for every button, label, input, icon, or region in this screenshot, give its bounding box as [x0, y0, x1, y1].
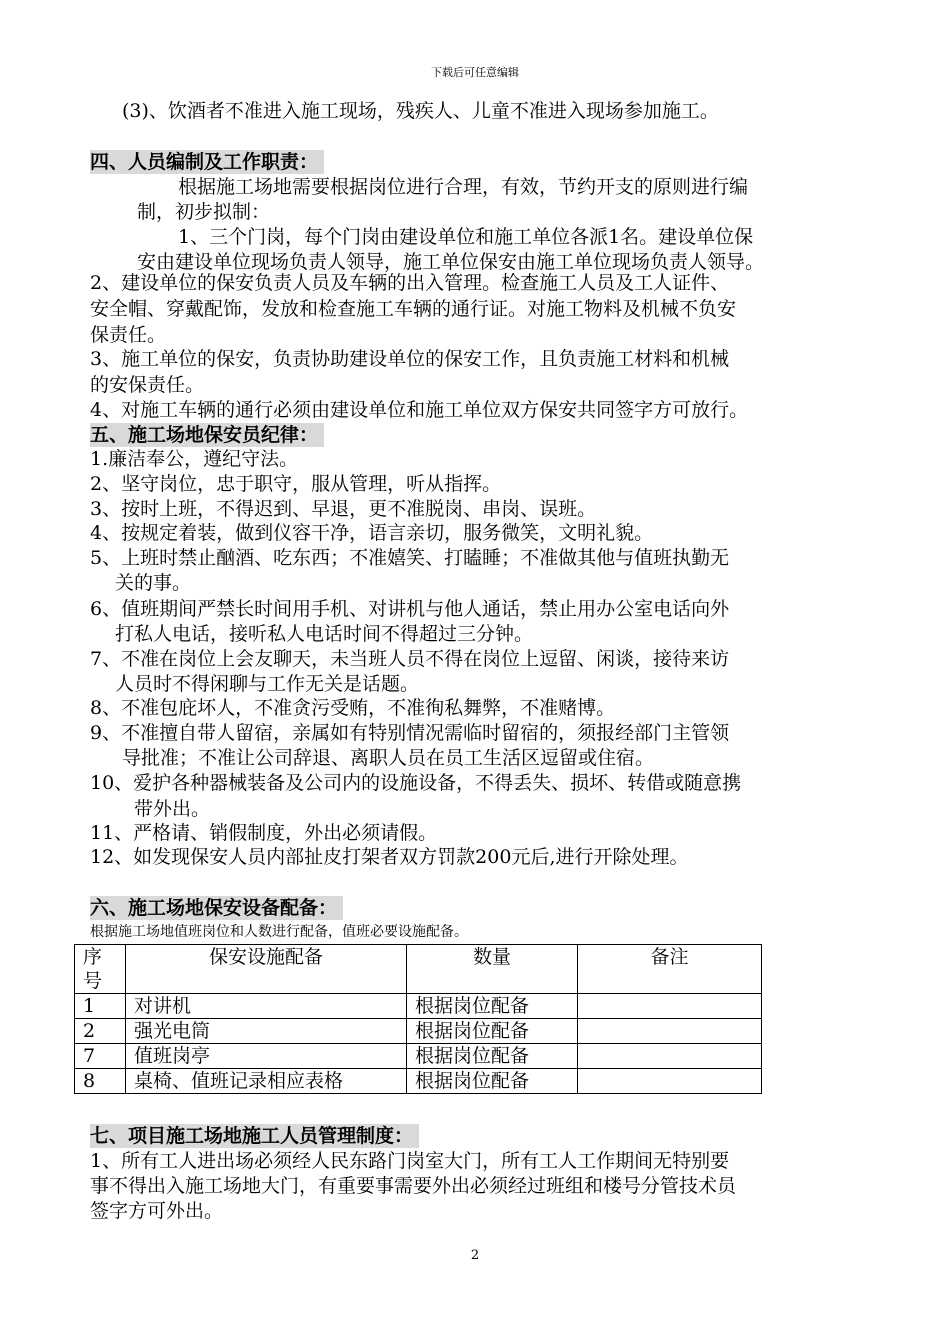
table-header-row	[75, 945, 762, 994]
table-cell	[578, 994, 762, 1019]
section4-line: 1、三个门岗，每个门岗由建设单位和施工单位各派1名。建设单位保	[178, 226, 754, 248]
page-header: 下载后可任意编辑	[431, 66, 519, 79]
table-cell: 8	[75, 1069, 126, 1094]
section5-line: 5、上班时禁止酗酒、吃东西；不准嬉笑、打瞌睡；不准做其他与值班执勤无	[90, 547, 730, 569]
section5-line: 3、按时上班，不得迟到、早退，更不准脱岗、串岗、误班。	[90, 498, 597, 520]
table-cell: 根据岗位配备	[407, 1069, 578, 1094]
section5-line: 2、坚守岗位，忠于职守，服从管理，听从指挥。	[90, 473, 502, 495]
table-cell: 2	[75, 1019, 126, 1044]
section5-line: 8、不准包庇坏人，不准贪污受贿，不准徇私舞弊，不准赌博。	[90, 697, 616, 719]
table-cell	[578, 1044, 762, 1069]
table-header-cell: 数量	[407, 945, 578, 994]
table-cell: 7	[75, 1044, 126, 1069]
table-cell: 桌椅、值班记录相应表格	[126, 1069, 407, 1094]
section7-line: 1、所有工人进出场必须经人民东路门岗室大门，所有工人工作期间无特别要	[90, 1150, 730, 1172]
section4-line: 保责任。	[90, 324, 167, 346]
section5-line: 11、严格请、销假制度，外出必须请假。	[90, 822, 438, 844]
section5-line: 1.廉洁奉公，遵纪守法。	[90, 448, 299, 470]
section5-line: 关的事。	[115, 572, 192, 594]
table-row	[75, 1069, 762, 1094]
table-row	[75, 994, 762, 1019]
page-number: 2	[470, 1248, 480, 1263]
section5-title: 五、施工场地保安员纪律：	[90, 423, 324, 447]
table-header-cell: 备注	[578, 945, 762, 994]
section5-line: 导批准；不准让公司辞退、离职人员在员工生活区逗留或住宿。	[122, 747, 655, 769]
table-cell: 根据岗位配备	[407, 1044, 578, 1069]
section4-line: 的安保责任。	[90, 374, 205, 396]
section5-line: 7、不准在岗位上会友聊天，未当班人员不得在岗位上逗留、闲谈，接待来访	[90, 648, 730, 670]
section5-line: 9、不准擅自带人留宿，亲属如有特别情况需临时留宿的，须报经部门主管领	[90, 722, 730, 744]
table-header-cell: 保安设施配备	[126, 945, 407, 994]
table-header-cell	[75, 945, 126, 994]
section5-line: 4、按规定着装，做到仪容干净，语言亲切，服务微笑，文明礼貌。	[90, 522, 654, 544]
table-cell	[578, 1069, 762, 1094]
table-cell: 1	[75, 994, 126, 1019]
table-cell: 根据岗位配备	[407, 1019, 578, 1044]
section5-line: 人员时不得闲聊与工作无关是话题。	[115, 673, 420, 695]
section4-line: 2、建设单位的保安负责人员及车辆的出入管理。检查施工人员及工人证件、	[90, 272, 730, 294]
intro-line: (3)、饮酒者不准进入施工现场，残疾人、儿童不准进入现场参加施工。	[122, 100, 719, 122]
section6-note: 根据施工场地值班岗位和人数进行配备，值班必要设施配备。	[90, 924, 468, 940]
section7-title: 七、项目施工场地施工人员管理制度：	[90, 1124, 419, 1148]
section4-line: 安由建设单位现场负责人领导，施工单位保安由施工单位现场负责人领导。	[137, 251, 765, 273]
table-header-cell-line: 序	[83, 946, 103, 968]
table-cell: 根据岗位配备	[407, 994, 578, 1019]
table-header-cell-line: 号	[83, 970, 103, 992]
section4-line: 根据施工场地需要根据岗位进行合理，有效，节约开支的原则进行编	[178, 176, 749, 198]
table-cell: 强光电筒	[126, 1019, 407, 1044]
section4-line: 制，初步拟制：	[137, 201, 271, 223]
table-cell: 值班岗亭	[126, 1044, 407, 1069]
table-cell	[578, 1019, 762, 1044]
section5-line: 6、值班期间严禁长时间用手机、对讲机与他人通话，禁止用办公室电话向外	[90, 598, 730, 620]
section5-line: 10、爱护各种器械装备及公司内的设施设备，不得丢失、损坏、转借或随意携	[90, 772, 742, 794]
section4-title: 四、人员编制及工作职责：	[90, 150, 324, 174]
section4-line: 安全帽、穿戴配饰，发放和检查施工车辆的通行证。对施工物料及机械不负安	[90, 298, 737, 320]
section5-line: 打私人电话，接听私人电话时间不得超过三分钟。	[115, 623, 534, 645]
table-row	[75, 1019, 762, 1044]
section4-line: 4、对施工车辆的通行必须由建设单位和施工单位双方保安共同签字方可放行。	[90, 399, 749, 421]
table-cell: 对讲机	[126, 994, 407, 1019]
equipment-table	[74, 944, 762, 1094]
section7-line: 签字方可外出。	[90, 1200, 224, 1222]
table-row	[75, 1044, 762, 1069]
section6-title: 六、施工场地保安设备配备：	[90, 896, 343, 920]
section4-line: 3、施工单位的保安，负责协助建设单位的保安工作，且负责施工材料和机械	[90, 348, 730, 370]
section5-line: 12、如发现保安人员内部扯皮打架者双方罚款200元后,进行开除处理。	[90, 846, 689, 868]
section7-line: 事不得出入施工场地大门，有重要事需要外出必须经过班组和楼号分管技术员	[90, 1175, 737, 1197]
section5-line: 带外出。	[134, 798, 211, 820]
